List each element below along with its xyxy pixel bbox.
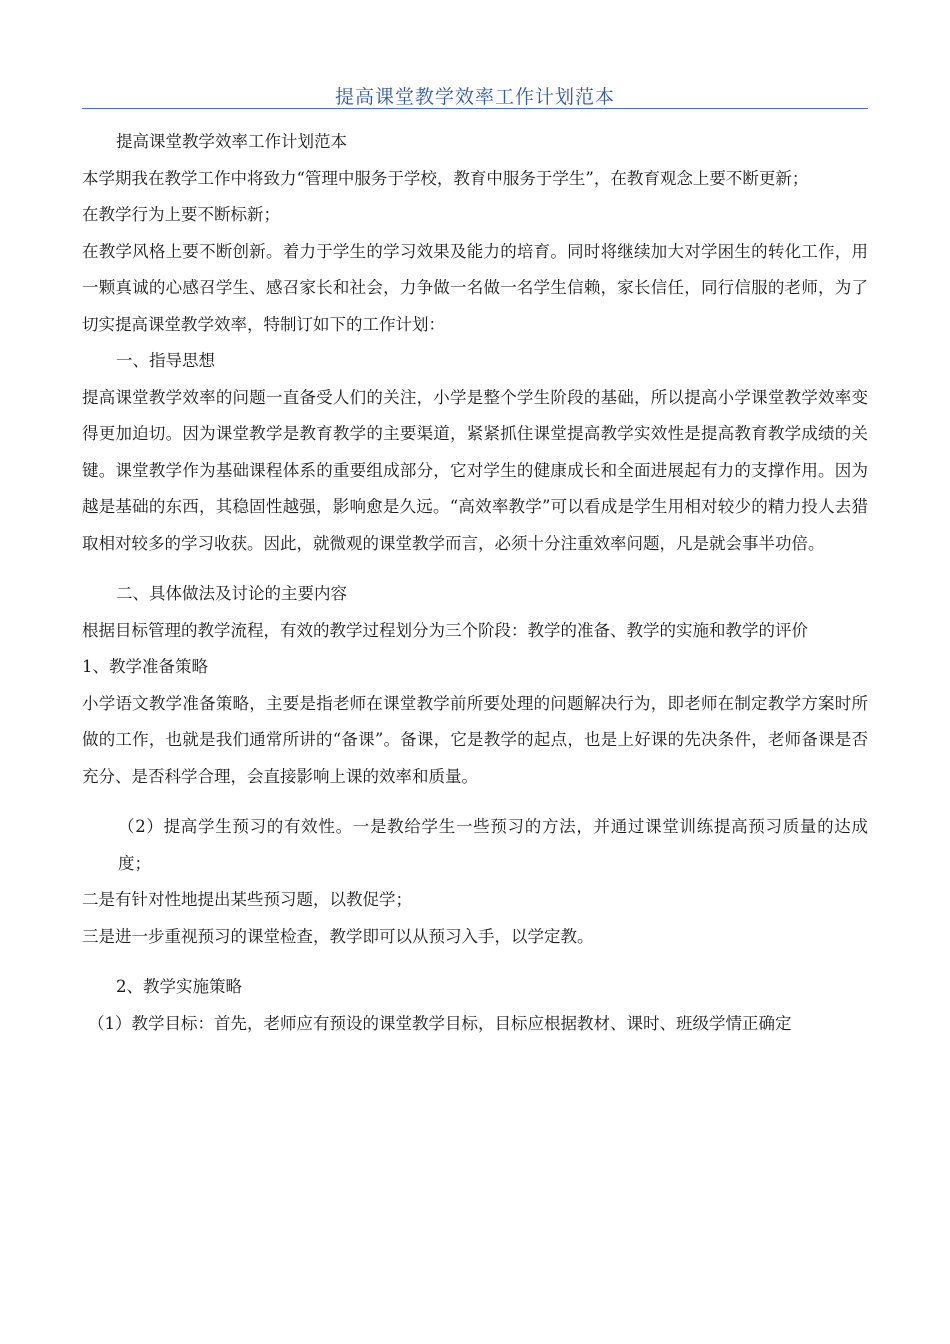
subsection-heading: 1、教学准备策略: [82, 657, 208, 676]
document-body: [82, 124, 868, 1042]
doc-title-paragraph: 提高课堂教学效率工作计划范本: [116, 132, 347, 151]
paragraph: 提高课堂教学效率的问题一直备受人们的关注，小学是整个学生阶段的基础，所以提高小学课堂教学效率变得更加迫切。因为课堂教学是教育教学的主要渠道，紧紧抓住课堂提高教学实效性是提高教育教学成绩的关键。课堂教学作为基础课程体系的重要组成部分，它对学生的健康成长和全面进展起有力的支撑作用。因为越是基础的东西，其稳固性越强，影响愈是久远。“高效率教学”可以看成是学生用相对较少的精力投人去猎取相对较多的学习收获。因此，就微观的课堂教学而言，必须十分注重效率问题，凡是就会事半功倍。: [82, 387, 868, 553]
section-heading: 二、具体做法及讨论的主要内容: [116, 584, 347, 603]
subsection-heading: 2、教学实施策略: [116, 977, 242, 996]
paragraph: 根据目标管理的教学流程，有效的教学过程划分为三个阶段：教学的准备、教学的实施和教学的评价: [82, 620, 808, 640]
header-divider: [82, 108, 868, 109]
header-title: 提高课堂教学效率工作计划范本: [334, 86, 615, 108]
paragraph: （1）教学目标：首先，老师应有预设的课堂教学目标，目标应根据教材、课时、班级学情正确定: [88, 1013, 792, 1033]
paragraph: （2）提高学生预习的有效性。一是教给学生一些预习的方法，并通过课堂训练提高预习质量的达成度；: [118, 817, 868, 873]
paragraph: 本学期我在教学工作中将致力“管理中服务于学校，教育中服务于学生”，在教育观念上要不断更新；: [82, 168, 809, 188]
paragraph: 在教学风格上要不断创新。着力于学生的学习效果及能力的培育。同时将继续加大对学困生的转化工作，用一颗真诚的心感召学生、感召家长和社会，力争做一名做一名学生信赖，家长信任，同行信服的老师，为了切实提高课堂教学效率，特制订如下的工作计划：: [82, 241, 868, 334]
paragraph: 小学语文教学准备策略，主要是指老师在课堂教学前所要处理的问题解决行为，即老师在制定教学方案时所做的工作，也就是我们通常所讲的“备课”。备课，它是教学的起点，也是上好课的先决条件，老师备课是否充分、是否科学合理，会直接影响上课的效率和质量。: [82, 693, 868, 786]
paragraph: 二是有针对性地提出某些预习题，以教促学；: [82, 890, 412, 909]
section-heading: 一、指导思想: [116, 351, 215, 370]
paragraph: 三是进一步重视预习的课堂检查，教学即可以从预习入手，以学定教。: [82, 926, 594, 946]
paragraph: 在教学行为上要不断标新；: [82, 205, 280, 224]
